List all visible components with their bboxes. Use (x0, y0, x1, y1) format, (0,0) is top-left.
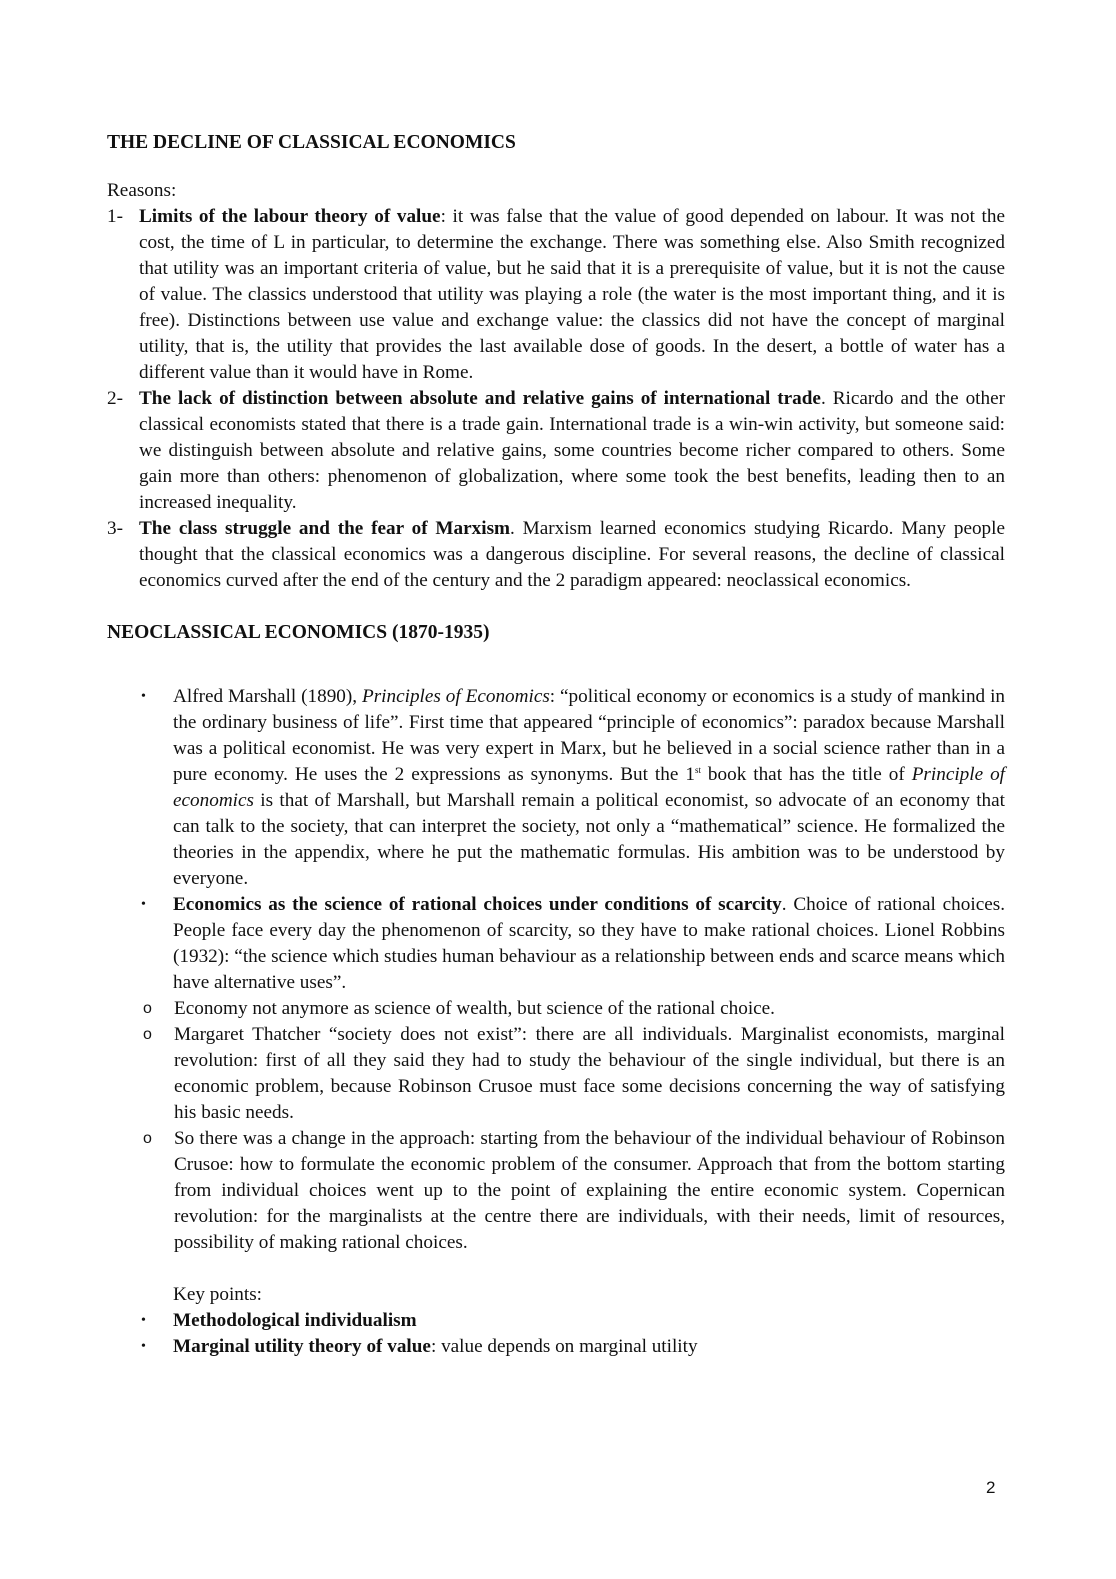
reason-heading: The class struggle and the fear of Marxism (139, 518, 511, 539)
neoclassical-bullet-list (107, 684, 1005, 996)
key-point-item (107, 1308, 1005, 1334)
bullet-text: . Choice of rational choices. People face every day the phenomenon of scarcity, so they have to make rational choices. Lionel Robbins (1932): “the science which studies human behaviour as a relationship between ends and scarce means which have alternative uses”. (173, 894, 1005, 993)
reasons-list (107, 204, 1005, 594)
ordinal-suffix: st (694, 765, 701, 775)
section-title-neoclassical: NEOCLASSICAL ECONOMICS (1870-1935) (107, 622, 490, 643)
circle-bullet-icon: o (143, 1026, 152, 1043)
key-point-text: : value depends on marginal utility (430, 1336, 698, 1357)
bullet-text: is that of Marshall, but Marshall remain a political economist, so advocate of an economy that can talk to the society, that can interpret the society, not only a “mathematical” science. He formalized the theories in the appendix, where he put the mathematic formulas. His ambition was to be understood by everyone. (173, 790, 1005, 889)
list-number: 3- (107, 518, 123, 539)
bullet-icon: • (141, 1339, 146, 1354)
reason-text: . Marxism learned economics studying Ricardo. Many people thought that the classical economics was a dangerous discipline. For several reasons, the decline of classical economics curved after the end of the century and the 2 paradigm appeared: neoclassical economics. (139, 518, 1005, 591)
reasons-label: Reasons: (107, 180, 177, 201)
sub-item (107, 1022, 1005, 1126)
rational-choice-sublist (107, 996, 1005, 1256)
key-points-label: Key points: (173, 1284, 263, 1305)
bullet-text: Alfred Marshall (1890), (173, 686, 362, 707)
bullet-text: : “political economy or economics is a study of mankind in the ordinary business of life”. First time that appeared “principle of economics”: paradox because Marshall was a political economist. He was very expert in Marx, but he believed in a social science rather than in a pure economy. He uses the 2 expressions as synonyms. But the 1 (173, 686, 1005, 785)
sub-item-text: Margaret Thatcher “society does not exist”: there are all individuals. Marginalist economists, marginal revolution: first of all they said they had to study the behaviour of the single individual, but there is an economic problem, because Robinson Crusoe must face some decisions concerning the way of satisfying his basic needs. (174, 1024, 1005, 1123)
section-title-decline: THE DECLINE OF CLASSICAL ECONOMICS (107, 132, 516, 153)
page-number: 2 (986, 1478, 996, 1497)
bullet-item-rational-choices (107, 892, 1005, 996)
sub-item (107, 1126, 1005, 1256)
reason-item (107, 386, 1005, 516)
bullet-heading: Economics as the science of rational choices under conditions of scarcity (173, 894, 782, 915)
circle-bullet-icon: o (143, 1000, 152, 1017)
reason-text: : it was false that the value of good depended on labour. It was not the cost, the time of L in particular, to determine the exchange. There was something else. Also Smith recognized that utility was an important criteria of value, but he said that it is a prerequisite of value, but it is not the cause of value. The classics understood that utility was playing a role (the water is the most important thing, and it is free). Distinctions between use value and exchange value: the classics did not have the concept of marginal utility, that is, the utility that provides the last available dose of goods. In the desert, a bottle of water has a different value than it would have in Rome. (139, 206, 1005, 383)
reason-heading: The lack of distinction between absolute and relative gains of international trade (139, 388, 821, 409)
reason-heading: Limits of the labour theory of value (139, 206, 441, 227)
bullet-icon: • (141, 689, 146, 704)
bullet-item-marshall (107, 684, 1005, 892)
reason-item (107, 204, 1005, 386)
document-page (107, 130, 1005, 1360)
reason-item (107, 516, 1005, 594)
bullet-icon: • (141, 1313, 146, 1328)
book-title: Principle of economics (173, 764, 1005, 811)
sub-item-text: So there was a change in the approach: starting from the behaviour of the individual behaviour of Robinson Crusoe: how to formulate the economic problem of the consumer. Approach that from the bottom starting from individual choices went up to the point of explaining the entire economic system. Copernican revolution: for the marginalists at the centre there are individuals, with their needs, limit of resources, possibility of making rational choices. (174, 1128, 1005, 1253)
key-point-heading: Marginal utility theory of value (173, 1336, 431, 1357)
list-number: 2- (107, 388, 123, 409)
sub-item-text: Economy not anymore as science of wealth, but science of the rational choice. (174, 998, 775, 1019)
bullet-text: book that has the title of (700, 764, 912, 785)
sub-item (107, 996, 1005, 1022)
book-title: Principles of Economics (361, 686, 550, 707)
list-number: 1- (107, 206, 123, 227)
circle-bullet-icon: o (143, 1130, 152, 1147)
key-point-heading: Methodological individualism (173, 1310, 417, 1331)
key-points-list (107, 1308, 1005, 1360)
reason-text: . Ricardo and the other classical economists stated that there is a trade gain. International trade is a win-win activity, but someone said: we distinguish between absolute and relative gains, some countries become richer compared to others. Some gain more than others: phenomenon of globalization, where some took the best benefits, leading then to an increased inequality. (139, 388, 1005, 513)
key-point-item (107, 1334, 1005, 1360)
bullet-icon: • (141, 897, 146, 912)
